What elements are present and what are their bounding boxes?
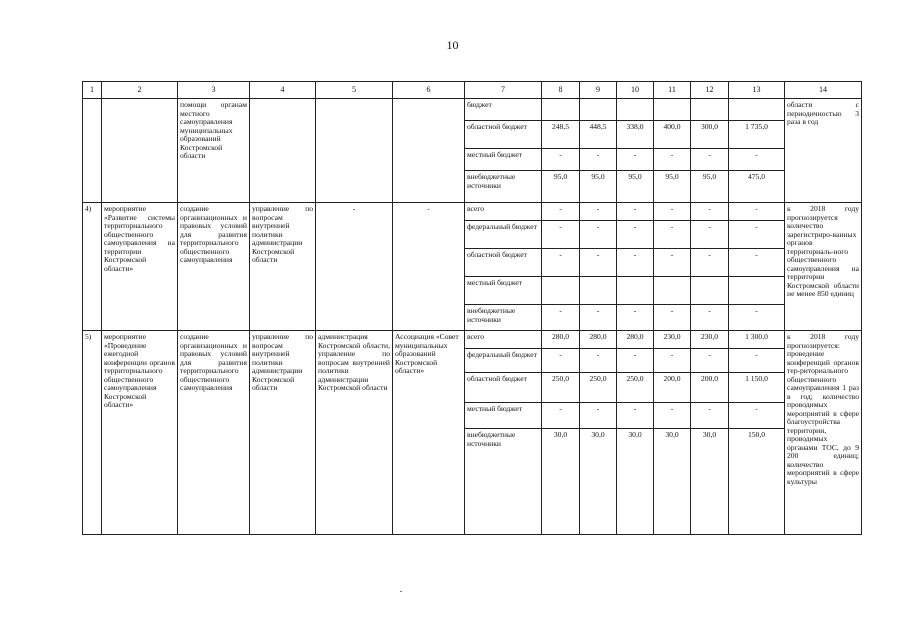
cell-value: - (729, 349, 785, 373)
cell-value: 1 300,0 (729, 331, 785, 349)
cell-value: 475,0 (729, 171, 785, 203)
cell-goal: создание организационных и правовых условий для развития территориального общественного самоуправления (178, 331, 250, 535)
cell-value: - (691, 349, 729, 373)
cell-value (542, 277, 580, 305)
cell-value: - (691, 221, 729, 249)
cell-goal: помощи органам местного самоуправления муниципальных образований Костромской области (178, 99, 250, 203)
cell-activity (102, 99, 178, 203)
cell-value: - (654, 249, 691, 277)
cell-executor: управление по вопросам внутренней политики администрации Костромской области (250, 203, 316, 331)
cell-value: - (542, 203, 580, 221)
header-row (83, 82, 862, 99)
cell-result: области с периодичностью 3 раза в год (785, 99, 862, 203)
cell-value (542, 99, 580, 121)
cell-value: - (580, 305, 617, 331)
cell-source: федеральный бюджет (465, 349, 542, 373)
scan-speck (400, 591, 402, 592)
header-cell: 11 (654, 82, 691, 99)
cell-source: внебюджетные источники (465, 305, 542, 331)
cell-value: 30,0 (580, 429, 617, 535)
cell-value: 300,0 (691, 121, 729, 149)
cell-value: 95,0 (580, 171, 617, 203)
cell-value: - (542, 149, 580, 171)
header-cell: 8 (542, 82, 580, 99)
program-table (82, 81, 862, 535)
cell-value: - (691, 305, 729, 331)
cell-value: - (729, 149, 785, 171)
cell-value: - (617, 305, 654, 331)
cell-participant: Ассоциация «Совет муниципальных образований Костромской области» (393, 331, 465, 535)
cell-value: - (617, 403, 654, 429)
header-cell: 1 (83, 82, 102, 99)
cell-source: местный бюджет (465, 277, 542, 305)
cell-value: 200,0 (654, 373, 691, 403)
cell-goal: создание организационных и правовых условий для развития территориального общественного самоуправления (178, 203, 250, 331)
cell-value: 200,0 (691, 373, 729, 403)
cell-value: 400,0 (654, 121, 691, 149)
header-cell: 2 (102, 82, 178, 99)
cell-source: бюджет (465, 99, 542, 121)
page-number: 10 (446, 38, 459, 52)
cell-value: - (617, 349, 654, 373)
table-row (83, 99, 862, 121)
cell-value: 338,0 (617, 121, 654, 149)
cell-participant (393, 99, 465, 203)
cell-value: - (542, 349, 580, 373)
cell-source: областной бюджет (465, 121, 542, 149)
header-cell: 6 (393, 82, 465, 99)
header-cell: 4 (250, 82, 316, 99)
cell-value: - (729, 203, 785, 221)
cell-value (654, 99, 691, 121)
header-cell: 13 (729, 82, 785, 99)
cell-source: местный бюджет (465, 149, 542, 171)
cell-value: - (617, 203, 654, 221)
cell-value: 150,0 (729, 429, 785, 535)
cell-value: - (729, 249, 785, 277)
cell-value: 280,0 (617, 331, 654, 349)
cell-value: 248,5 (542, 121, 580, 149)
cell-value: 95,0 (691, 171, 729, 203)
cell-value: - (580, 349, 617, 373)
header-cell: 9 (580, 82, 617, 99)
cell-value: - (580, 403, 617, 429)
cell-num: 4) (83, 203, 102, 331)
cell-value: 250,0 (617, 373, 654, 403)
cell-value (617, 277, 654, 305)
cell-value: - (580, 203, 617, 221)
cell-value: 30,0 (691, 429, 729, 535)
cell-value: - (617, 221, 654, 249)
cell-source: внебюджетные источники (465, 171, 542, 203)
cell-value: - (542, 221, 580, 249)
cell-value: 1 150,0 (729, 373, 785, 403)
cell-value (580, 99, 617, 121)
header-cell: 5 (316, 82, 393, 99)
cell-num: 5) (83, 331, 102, 535)
cell-value: 30,0 (617, 429, 654, 535)
cell-value: - (654, 221, 691, 249)
cell-value: - (580, 249, 617, 277)
cell-value: - (654, 305, 691, 331)
table-row (83, 331, 862, 349)
cell-coexecutor: администрация Костромской области, управление по вопросам внутренней политики администрации Костромской области (316, 331, 393, 535)
cell-value: 95,0 (617, 171, 654, 203)
cell-value: - (729, 403, 785, 429)
cell-source: внебюджетные источники (465, 429, 542, 535)
cell-value: - (691, 403, 729, 429)
cell-activity: мероприятие «Развитие системы территориального общественного самоуправления на территории Костромской области» (102, 203, 178, 331)
cell-source: областной бюджет (465, 249, 542, 277)
cell-value: 448,5 (580, 121, 617, 149)
cell-value (580, 277, 617, 305)
cell-value: - (654, 203, 691, 221)
cell-value: - (654, 349, 691, 373)
cell-activity: мероприятие «Проведение ежегодной конференции органов территориального общественного самоуправления Костромской области» (102, 331, 178, 535)
cell-value (729, 99, 785, 121)
cell-value: - (542, 305, 580, 331)
cell-value: - (691, 203, 729, 221)
cell-value: - (691, 149, 729, 171)
header-cell: 14 (785, 82, 862, 99)
cell-value: - (654, 149, 691, 171)
cell-executor (250, 99, 316, 203)
cell-result: к 2018 году прогнозируется количество зарегистриро-ванных органов территориаль-ного общественного самоуправления на территории Костромской области не менее 850 единиц (785, 203, 862, 331)
cell-coexecutor (316, 99, 393, 203)
cell-value (691, 277, 729, 305)
cell-value: 95,0 (542, 171, 580, 203)
cell-value: - (729, 305, 785, 331)
cell-source: местный бюджет (465, 403, 542, 429)
cell-source: всего (465, 331, 542, 349)
cell-participant: - (393, 203, 465, 331)
header-cell: 3 (178, 82, 250, 99)
cell-value: - (542, 249, 580, 277)
cell-value (617, 99, 654, 121)
cell-value (691, 99, 729, 121)
cell-value: - (542, 403, 580, 429)
cell-num (83, 99, 102, 203)
table-row (83, 203, 862, 221)
cell-value (654, 277, 691, 305)
header-cell: 10 (617, 82, 654, 99)
cell-executor: управление по вопросам внутренней политики администрации Костромской области (250, 331, 316, 535)
cell-value: - (580, 149, 617, 171)
cell-value: 1 735,0 (729, 121, 785, 149)
cell-value: 30,0 (654, 429, 691, 535)
cell-coexecutor: - (316, 203, 393, 331)
header-cell: 7 (465, 82, 542, 99)
cell-value: - (580, 221, 617, 249)
cell-value: 230,0 (691, 331, 729, 349)
cell-value: 250,0 (542, 373, 580, 403)
cell-value: 250,0 (580, 373, 617, 403)
cell-value: 30,0 (542, 429, 580, 535)
cell-result: к 2018 году прогнозируется: проведение конференций органов тер-риториального общественного самоуправления 1 раз в год; количество проводимых мероприятий в сфере благоустройства территории, проводимых органами ТОС, до 9 200 единиц; количество мероприятий в сфере культуры (785, 331, 862, 535)
cell-value (729, 277, 785, 305)
cell-source: областной бюджет (465, 373, 542, 403)
cell-value: 95,0 (654, 171, 691, 203)
cell-value: - (654, 403, 691, 429)
cell-value: 280,0 (542, 331, 580, 349)
cell-value: - (617, 149, 654, 171)
cell-source: федеральный бюджет (465, 221, 542, 249)
cell-value: - (729, 221, 785, 249)
cell-value: 230,0 (654, 331, 691, 349)
header-cell: 12 (691, 82, 729, 99)
cell-value: - (617, 249, 654, 277)
cell-value: - (691, 249, 729, 277)
cell-value: 280,0 (580, 331, 617, 349)
cell-source: всего (465, 203, 542, 221)
